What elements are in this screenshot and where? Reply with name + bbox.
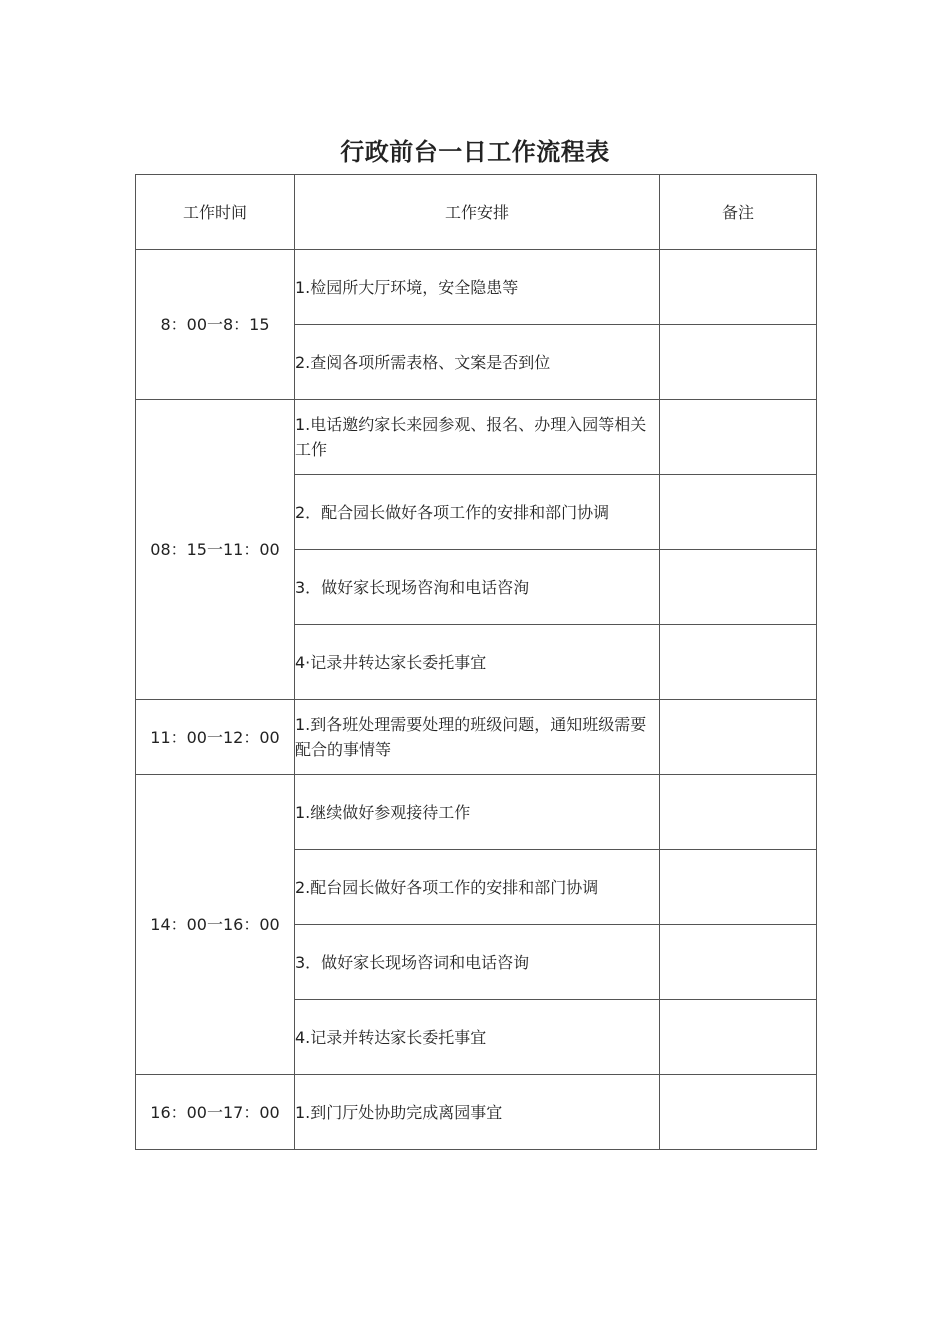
task-cell: 1.继续做好参观接待工作 [295,775,660,850]
notes-cell [660,400,817,475]
table-row [136,250,817,325]
task-cell: 2.配台园长做好各项工作的安排和部门协调 [295,850,660,925]
task-cell: 1.电话邀约家长来园参观、报名、办理入园等相关工作 [295,400,660,475]
notes-cell [660,850,817,925]
notes-cell [660,475,817,550]
task-cell: 1.检园所大厅环境，安全隐患等 [295,250,660,325]
table-row [136,775,817,850]
schedule-table [135,174,817,1150]
header-notes: 备注 [660,175,817,250]
table-header-row [136,175,817,250]
header-tasks: 工作安排 [295,175,660,250]
time-cell: 14：00一16：00 [136,775,295,1075]
time-cell: 11：00一12：00 [136,700,295,775]
document-title: 行政前台一日工作流程表 [340,138,610,166]
notes-cell [660,925,817,1000]
task-cell: 1.到门厅处协助完成离园事宜 [295,1075,660,1150]
table-row [136,1075,817,1150]
task-cell: 3．做好家长现场咨洵和电话咨洵 [295,550,660,625]
notes-cell [660,700,817,775]
notes-cell [660,250,817,325]
task-cell: 2.查阅各项所需表格、文案是否到位 [295,325,660,400]
table-row [136,700,817,775]
notes-cell [660,325,817,400]
time-cell: 8：00一8：15 [136,250,295,400]
notes-cell [660,1000,817,1075]
notes-cell [660,775,817,850]
notes-cell [660,550,817,625]
notes-cell [660,1075,817,1150]
task-cell: 2．配合园长做好各项工作的安排和部门协调 [295,475,660,550]
task-cell: 4.记录并转达家长委托事宜 [295,1000,660,1075]
task-cell: 1.到各班处理需要处理的班级问题，通知班级需要配合的事情等 [295,700,660,775]
time-cell: 16：00一17：00 [136,1075,295,1150]
notes-cell [660,625,817,700]
task-cell: 3．做好家长现场咨词和电话咨询 [295,925,660,1000]
table-row [136,400,817,475]
task-cell: 4·记录井转达家长委托事宜 [295,625,660,700]
header-time: 工作时间 [136,175,295,250]
time-cell: 08：15一11：00 [136,400,295,700]
